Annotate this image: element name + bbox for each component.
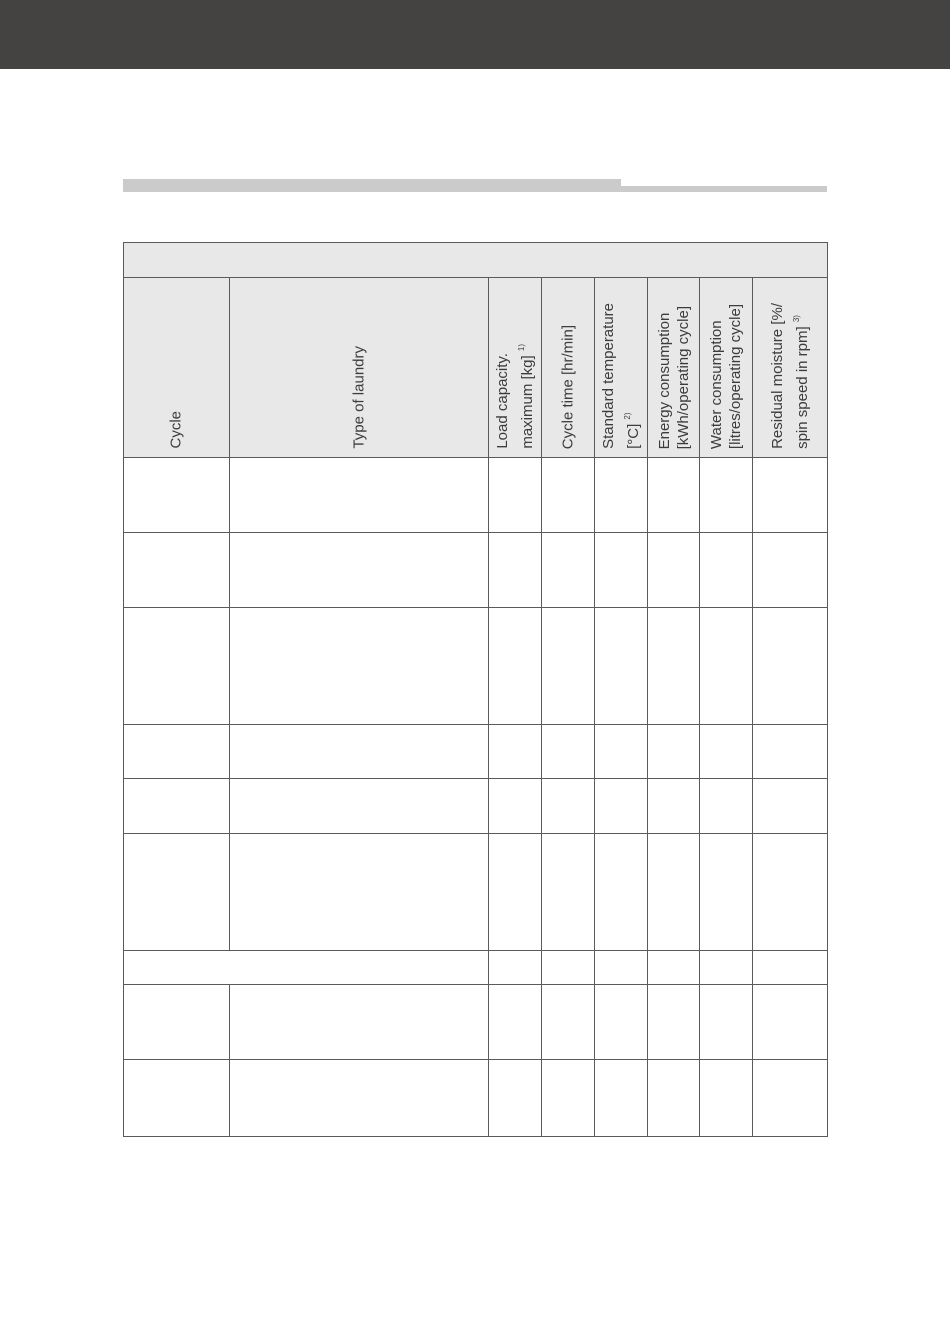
header-load-capacity-line1: Load capacity. <box>494 353 511 449</box>
table-cell <box>230 533 489 608</box>
table-cell <box>123 951 489 985</box>
header-standard-temperature-footnote: 2) <box>623 412 632 420</box>
header-standard-temperature-line2: [°C] <box>625 423 642 449</box>
table-cell <box>648 779 700 834</box>
table-cell <box>595 834 648 951</box>
table-cell <box>542 725 595 779</box>
header-energy-consumption-line1: Energy consumption <box>655 312 673 449</box>
table-cell <box>700 951 753 985</box>
table-cell <box>595 533 648 608</box>
table-cell <box>753 1060 828 1137</box>
table-cell <box>542 951 595 985</box>
table-cell <box>595 608 648 725</box>
table-cell <box>489 834 542 951</box>
table-cell <box>595 779 648 834</box>
header-standard-temperature-line1: Standard temperature <box>600 303 617 449</box>
header-cycle <box>123 278 230 458</box>
table-cell <box>595 458 648 533</box>
table-cell <box>230 779 489 834</box>
table-cell <box>489 608 542 725</box>
header-residual-moisture-line2-wrap <box>787 303 812 449</box>
table-cell <box>753 951 828 985</box>
table-cell <box>542 608 595 725</box>
top-header-bar <box>0 0 950 69</box>
header-cycle-time <box>542 278 595 458</box>
table-cell <box>700 1060 753 1137</box>
header-water-consumption-line2: [litres/operating cycle] <box>727 303 744 449</box>
header-cycle-time-label: Cycle time [hr/min] <box>559 324 577 449</box>
table-cell <box>542 533 595 608</box>
table-cell <box>753 985 828 1060</box>
table-cell <box>648 725 700 779</box>
table-cell <box>595 985 648 1060</box>
table-cell <box>753 725 828 779</box>
header-load-capacity-line2-wrap <box>512 344 537 449</box>
table-cell <box>542 458 595 533</box>
header-residual-moisture <box>753 278 828 458</box>
section-rule-thick <box>123 179 621 192</box>
header-water-consumption <box>700 278 753 458</box>
table-cell <box>123 985 230 1060</box>
table-cell <box>753 608 828 725</box>
table-cell <box>648 458 700 533</box>
table-cell <box>648 834 700 951</box>
table-cell <box>700 985 753 1060</box>
table-cell <box>489 725 542 779</box>
table-cell <box>489 951 542 985</box>
header-load-capacity <box>489 278 542 458</box>
table-cell <box>753 458 828 533</box>
table-cell <box>753 834 828 951</box>
table-cell <box>489 458 542 533</box>
header-type-of-laundry-label: Type of laundry <box>350 346 368 449</box>
table-cell <box>595 1060 648 1137</box>
program-table <box>123 242 828 1137</box>
table-cell <box>700 458 753 533</box>
header-load-capacity-footnote: 1) <box>517 344 526 352</box>
table-cell <box>230 725 489 779</box>
table-cell <box>230 608 489 725</box>
table-cell <box>542 1060 595 1137</box>
table-cell <box>123 1060 230 1137</box>
table-cell <box>700 533 753 608</box>
table-cell <box>700 779 753 834</box>
table-cell <box>123 834 230 951</box>
header-type-of-laundry <box>230 278 489 458</box>
header-residual-moisture-line1: Residual moisture [%/ <box>769 303 786 449</box>
table-cell <box>123 458 230 533</box>
table-cell <box>753 779 828 834</box>
table-cell <box>230 834 489 951</box>
table-cell <box>700 608 753 725</box>
table-cell <box>700 725 753 779</box>
table-cell <box>489 779 542 834</box>
table-cell <box>753 533 828 608</box>
header-standard-temperature-line2-wrap <box>618 303 643 449</box>
table-cell <box>123 725 230 779</box>
table-cell <box>542 779 595 834</box>
table-cell <box>648 608 700 725</box>
table-cell <box>123 779 230 834</box>
table-cell <box>595 725 648 779</box>
header-energy-consumption-line2: [kWh/operating cycle] <box>674 305 692 449</box>
table-cell <box>230 1060 489 1137</box>
table-cell <box>489 533 542 608</box>
table-cell <box>123 608 230 725</box>
table-cell <box>648 1060 700 1137</box>
table-cell <box>489 1060 542 1137</box>
table-cell <box>123 533 230 608</box>
header-residual-moisture-line2: spin speed in rpm] <box>794 326 811 449</box>
header-cycle-label: Cycle <box>167 411 185 449</box>
table-cell <box>648 985 700 1060</box>
table-cell <box>230 458 489 533</box>
table-cell <box>230 985 489 1060</box>
header-water-consumption-line1: Water consumption <box>708 320 725 449</box>
table-cell <box>648 533 700 608</box>
header-energy-consumption <box>648 278 700 458</box>
table-cell <box>542 985 595 1060</box>
table-cell <box>595 951 648 985</box>
table-cell <box>648 951 700 985</box>
header-residual-moisture-footnote: 3) <box>792 315 801 323</box>
table-cell <box>700 834 753 951</box>
header-standard-temperature <box>595 278 648 458</box>
header-load-capacity-line2: maximum [kg] <box>519 355 536 449</box>
section-rule-thin <box>621 186 827 192</box>
table-cell <box>542 834 595 951</box>
table-title-row <box>123 242 828 278</box>
table-cell <box>489 985 542 1060</box>
